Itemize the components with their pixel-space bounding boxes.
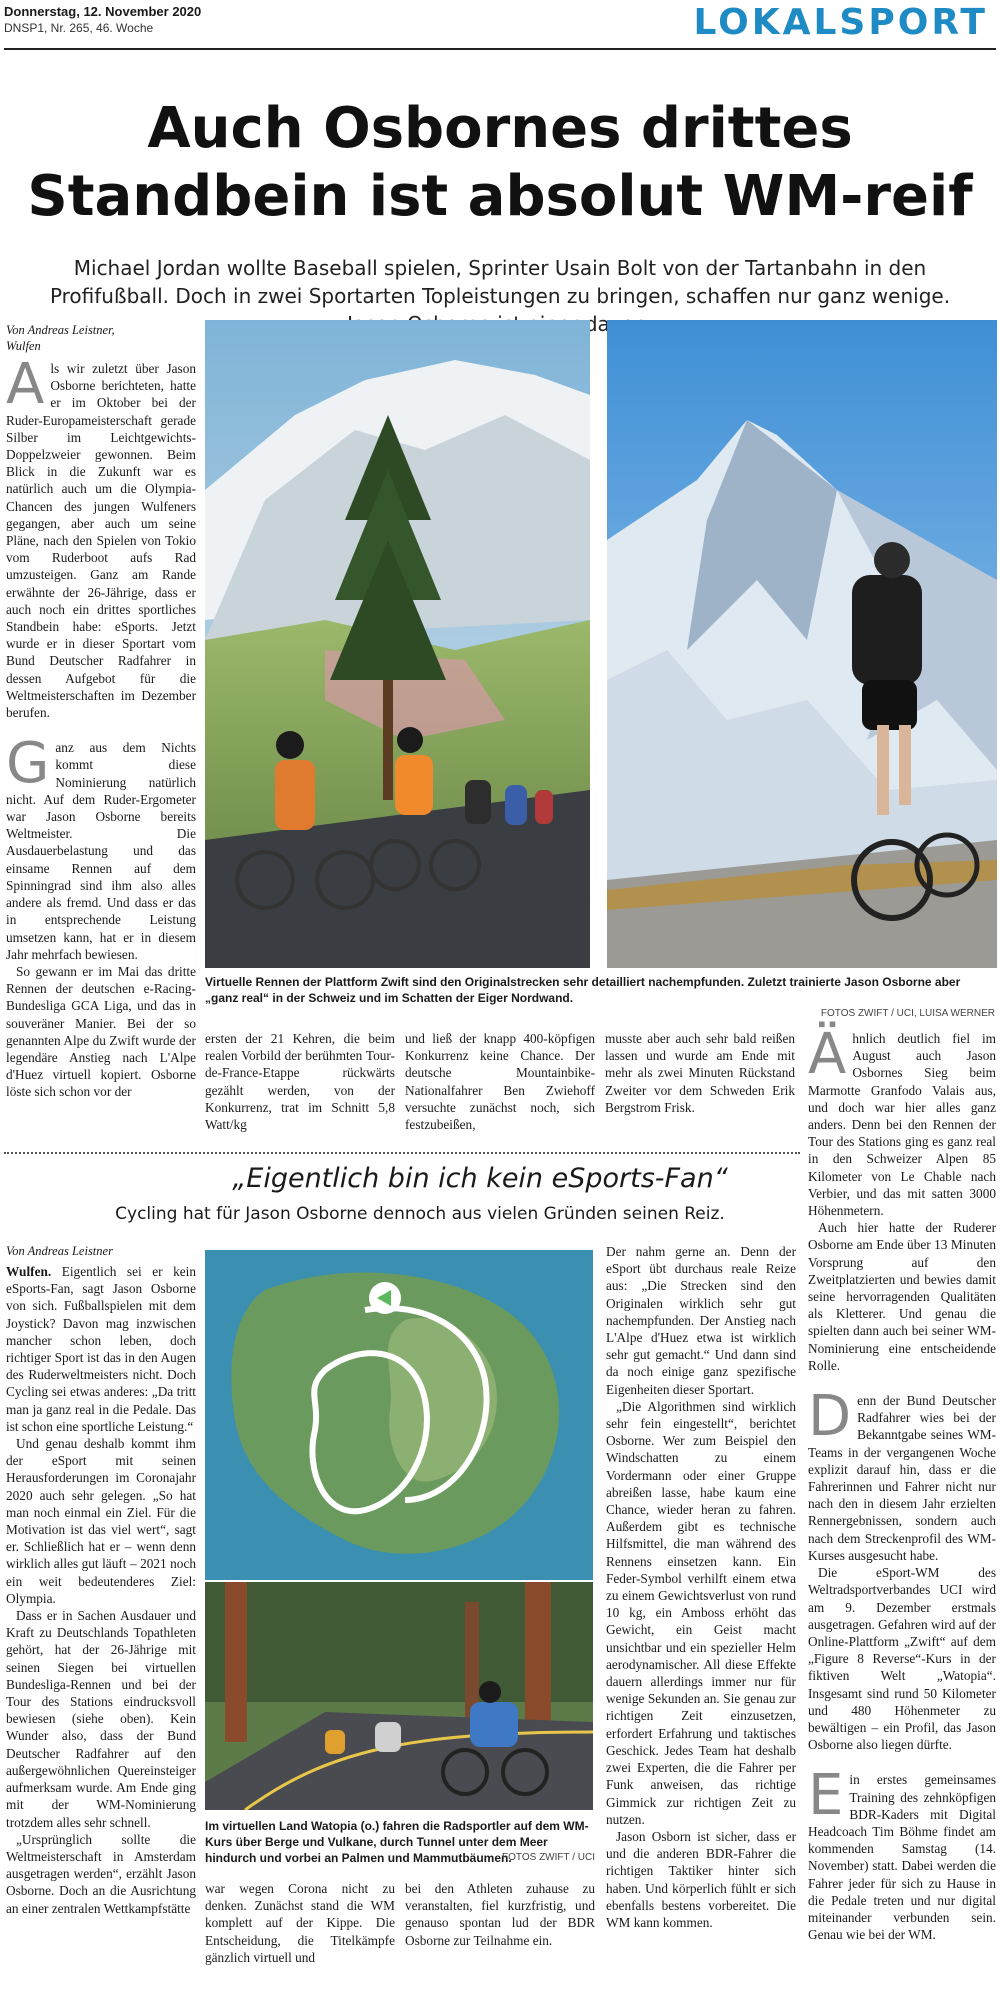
article1-paragraph-3: So gewann er im Mai das dritte Rennen der deutschen e-Racing-Bundesliga GCA Liga, und das in souveräner Manier. Bei der so genannten Alpe du Zwift wurde der legendäre Anstieg nach L'Alpe d'Huez virtuell kopiert. Osborne löste sich schon vor der: [6, 963, 196, 1100]
right-column: [808, 1022, 996, 1943]
article-divider: [4, 1152, 800, 1154]
drop-cap: G: [6, 731, 50, 797]
article1-column-4: musste aber auch sehr bald reißen lassen und wurde am Ende mit mehr als zwei Minuten Rückstand Zweiter vor dem Schweden Erik Bergstrom Frisk.: [605, 1031, 795, 1115]
issue-number: DNSP1, Nr. 265, 46. Woche: [4, 21, 154, 35]
right-paragraph-3: enn der Bund Deutscher Radfahrer wies bei der Bekanntgabe seines WM-Teams in der vergangenen Woche explizit darauf hin, dass er die Fahrerinnen und Fahrer nicht nur nach den in diesem Jahr erzielten Rennergebnissen, sondern auch nach dem Streckenprofil des WM-Kurses ausgesucht habe.: [808, 1393, 996, 1563]
article2-mid-paragraph-2: „Die Algorithmen sind wirklich sehr fein eingestellt“, berichtet Osborne. Wer zum Beispiel den Windschatten zu einem Vordermann oder einer Gruppe abreißen lasse, habe kaum eine Chance, wieder heran zu fahren. Außerdem gibt es technische Hilfsmittel, die man während des Rennens einsetzen kann. Ein Feder-Symbol verhilft einem etwa zu einem Gewichtsverlust von rund 10 kg, ein Amboss erhöht das Gewicht, ein Geist macht unsichtbar und ein spezieller Helm aerodynamischer. All diese Effekte dauern allerdings immer nur für wenige Sekunden an. Sie genau zur richtigen Zeit einzusetzen, erfordert Erfahrung und taktisches Geschick. Jedes Team hat deshalb zwei Experten, die die Fahrer per Funk anweisen, das richtige Gimmick zur richtigen Zeit zu nutzen.: [606, 1398, 796, 1827]
article2-column-3: bei den Athleten zuhause zu veranstalten, fiel kurzfristig, und genauso spontan lud der BDR Osborne zur Teilnahme ein.: [405, 1881, 595, 1948]
drop-cap: D: [808, 1384, 852, 1450]
article2-subtitle: Cycling hat für Jason Osborne dennoch aus vielen Gründen seinen Reiz.: [115, 1204, 725, 1224]
zwift-race-photo: [205, 320, 590, 968]
headline-line-2: Standbein ist absolut WM-reif: [27, 164, 973, 229]
photo-caption-2: Im virtuellen Land Watopia (o.) fahren die Radsportler auf dem WM-Kurs über Berge und Vulkane, durch Tunnel unter dem Meer hindurch und vorbei an Palmen und Mammutbäumen.: [205, 1819, 589, 1865]
article2-mid-paragraph-3: Jason Osborn ist sicher, dass er und die anderen BDR-Fahrer die richtigen Taktiker hinter sich haben. Und körperlich fühlt er sich ebenfalls bestens vorbereitet. Die WM kann kommen.: [606, 1828, 796, 1930]
drop-cap: A: [6, 352, 45, 417]
article2-byline: Von Andreas Leistner: [6, 1244, 113, 1258]
article2-paragraph-1: Eigentlich sei er kein eSports-Fan, sagt Jason Osborne von sich. Fußballspielen mit dem Joystick? Davon mag inzwischen mancher schon leben, doch richtiger Sport ist das in den Augen des Ruderweltmeisters nicht. Doch Cycling sei etwas anderes: „Da tritt man ja ganz real in die Pedale. Das ist schon eine sportliche Leistung.“: [6, 1264, 196, 1434]
article2-paragraph-4: „Ursprünglich sollte die Weltmeisterschaft in Amsterdam ausgetragen werden“, erzählt Jason Osborne. Doch an die Ausrichtung an einer zentralen Wettkampfstätte: [6, 1831, 196, 1916]
dateline: Wulfen.: [6, 1264, 52, 1279]
article2-paragraph-3: Dass er in Sachen Ausdauer und Kraft zu Deutschlands Topathleten gehört, hat der 26-Jährige mit seinen Siegen bei virtuellen Bundesliga-Rennen und bei der Tour des Stations eindrucksvoll bewiesen (siehe oben). Kein Wunder also, dass der Bund Deutscher Radfahrer auf den außergewöhnlichen Quereinsteiger aufmerksam wurde. Am Ende ging mit der WM-Nominierung trotzdem alles sehr schnell.: [6, 1608, 196, 1830]
subheadline: Michael Jordan wollte Baseball spielen, Sprinter Usain Bolt von der Tartanbahn in den Profifußball. Doch in zwei Sportarten Topleistungen zu bringen, schaffen nur ganz wenige.: [49, 256, 951, 308]
watopia-race-image: [205, 1582, 593, 1810]
byline-place: Wulfen: [6, 339, 41, 353]
header-rule: [4, 48, 996, 50]
issue-date: Donnerstag, 12. November 2020: [4, 4, 202, 19]
headline-line-1: Auch Osbornes drittes: [147, 96, 853, 161]
right-paragraph-4: Die eSport-WM des Weltradsportverbandes UCI wird am 9. Dezember erstmals ausgetragen. Gefahren wird auf der Online-Plattform „Zwift“ auf dem „Figure 8 Reverse“-Kurs in der fiktiven Welt „Watopia“. Insgesamt sind rund 50 Kilometer und 480 Höhenmeter zu bewältigen – ein Profil, das Jason Osborne also liegen dürfte.: [808, 1565, 996, 1753]
photo-caption-1: Virtuelle Rennen der Plattform Zwift sind den Originalstrecken sehr detailliert nachempfunden. Zuletzt trainierte Jason Osborne aber „ganz real“ in der Schweiz und im Schatten der Eiger Nordwand.: [205, 975, 961, 1005]
article1-byline: [6, 322, 196, 354]
right-paragraph-2: Auch hier hatte der Ruderer Osborne am Ende über 13 Minuten Vorsprung auf den Zweitplatzierten und bewies damit seine hervorragenden Qualitäten als Kletterer. Und genau die spielten dann auch bei seiner WM-Nominierung eine entscheidende Rolle.: [808, 1220, 996, 1373]
drop-cap: Ä: [808, 1022, 847, 1087]
article1-column-3: und ließ der knapp 400-köpfigen Konkurrenz keine Chance. Der deutsche Mountainbike-Nationalfahrer Ben Zwiehoff versuchte zunächst noch, sich festzubeißen,: [405, 1031, 595, 1133]
article2-title: „Eigentlich bin ich kein eSports-Fan“: [232, 1163, 728, 1194]
article2-column-4: [606, 1243, 796, 1931]
article1-column-2: ersten der 21 Kehren, die beim realen Vorbild der berühmten Tour-de-France-Etappe rückwärts gezählt werden, von der Konkurrenz, trat im Schnitt 5,8 Watt/kg: [205, 1031, 395, 1133]
section-title: LOKALSPORT: [693, 2, 988, 43]
article1-column-1: [6, 322, 196, 1101]
article2-column-1: [6, 1243, 196, 1917]
right-paragraph-1: hnlich deutlich fiel im August auch Jason Osbornes Sieg beim Marmotte Granfodo Valais aus, und doch war hier alles ganz anders. Denn bei den Rennen der Tour des Stations ging es ganz real in den Schweizer Alpen 85 Kilometer von Le Chable nach Verbier, und das mit satten 3000 Höhenmetern.: [808, 1031, 996, 1219]
article1-paragraph-1: ls wir zuletzt über Jason Osborne berichteten, hatte er im Oktober bei der Ruder-Europameisterschaft gerade Silber im Leichtgewichts-Doppelzweier gewonnen. Beim Blick in die Zukunft war es natürlich auch um die Olympia-Chancen des jungen Wulfeners gegangen, aber auch um seine Pläne, nach den Spielen von Tokio vom Ruderboot aufs Rad umzusteigen. Ganz am Rande erwähnte der 26-Jährige, dass er auch noch ein drittes sportliches Standbein habe: eSports. Jetzt wurde er in dieser Sportart vom Bund Deutscher Radfahrer in dessen Aufgebot für die Weltmeisterschaften im Dezember berufen.: [6, 361, 196, 721]
article2-column-2: war wegen Corona nicht zu denken. Zunächst stand die WM komplett auf der Kippe. Die Entscheidung, die Titelkämpfe gänzlich virtuell und: [205, 1881, 395, 1965]
eiger-cyclist-photo: [607, 320, 997, 968]
headline: [0, 95, 1000, 231]
drop-cap: E: [808, 1763, 844, 1829]
article2-paragraph-2: Und genau deshalb kommt ihm der eSport mit seinen Herausforderungen im Coronajahr 2020 auch sehr gelegen. „So hat man noch einmal ein Ziel. Für die Motivation ist das viel wert“, sagt er. Schließlich hat er – wenn denn wirklich alles gut läuft – 2021 noch ein weit bedeutenderes Ziel: Olympia.: [6, 1436, 196, 1606]
right-paragraph-5: in erstes gemeinsames Training des zehnköpfigen BDR-Kaders mit Digital Headcoach Tim Böhme findet am kommenden Samstag (14. November) statt. Dabei werden die Fahrer jeder für sich zu Hause in die Pedale treten und nur digital miteinander verbunden sein. Genau wie bei der WM.: [808, 1772, 996, 1943]
watopia-map-image: [205, 1250, 593, 1580]
byline-author: Von Andreas Leistner,: [6, 323, 115, 337]
article2-mid-paragraph-1: Der nahm gerne an. Denn der eSport übt durchaus reale Reize aus: „Die Strecken sind den Originalen wirklich sehr gut nachempfunden. Der Anstieg nach L'Alpe d'Huez etwa ist wirklich sehr gut gemacht.“ Und dann sind da noch einige ganz spezifische Eigenheiten dieser Sportart.: [606, 1244, 796, 1397]
photo-credit-1: FOTOS ZWIFT / UCI, LUISA WERNER: [820, 1008, 995, 1019]
article1-paragraph-2: anz aus dem Nichts kommt diese Nominierung natürlich nicht. Auf dem Ruder-Ergometer war Jason Osborne bereits Weltmeister. Die Ausdauerbelastung und das einsame Rennen auf dem Spinningrad sind ihm also alles andere als fremd. Und dass er das in entsprechende Leistung umsetzen kann, hat er in diesem Jahr mehrfach bewiesen.: [6, 740, 196, 962]
photo-credit-2: FOTOS ZWIFT / UCI: [502, 1852, 595, 1863]
